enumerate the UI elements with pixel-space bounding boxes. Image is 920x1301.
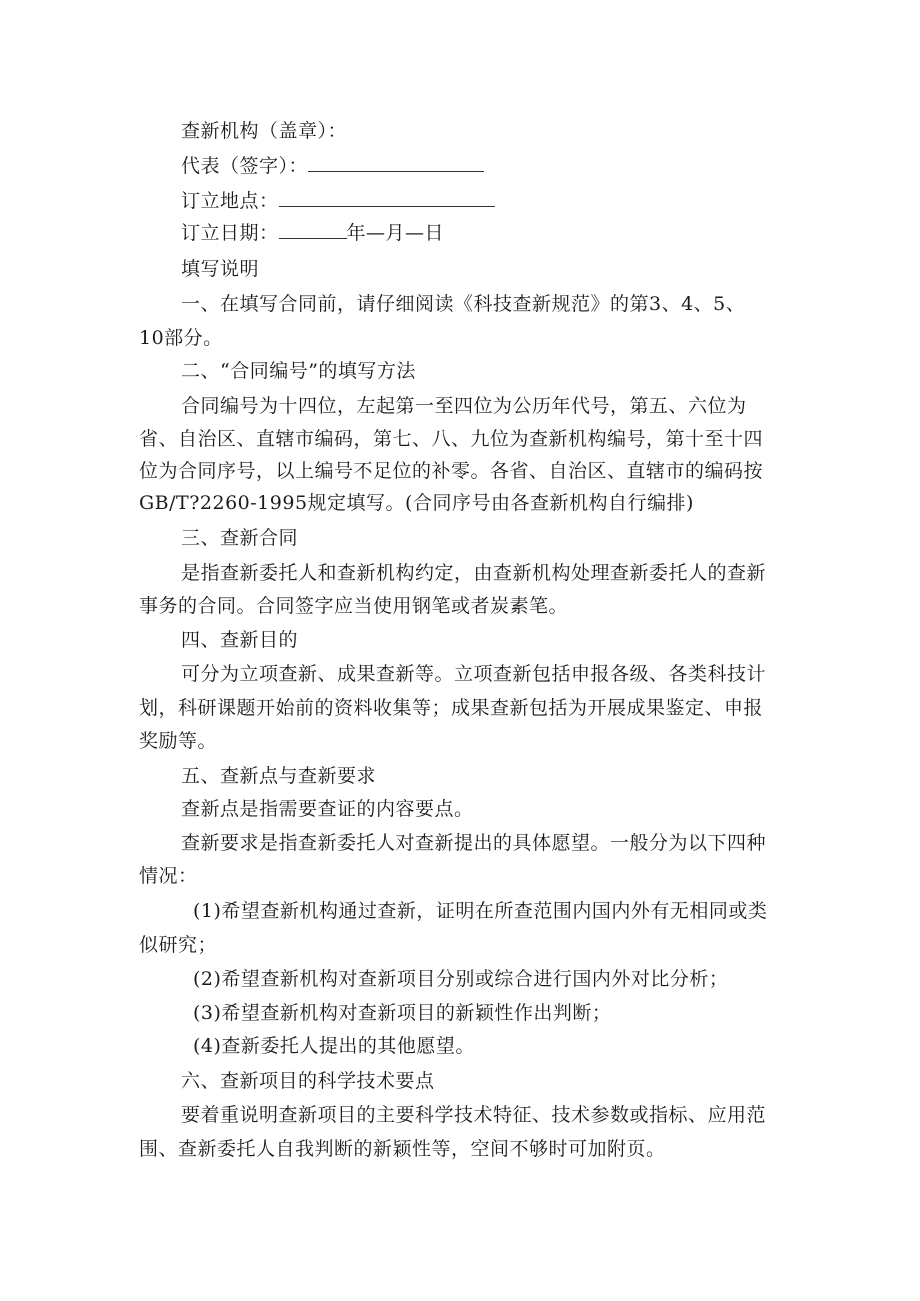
section-2-line-2: 省、自治区、直辖市编码，第七、八、九位为查新机构编号，第十至十四 [139,428,764,450]
section-5-line-2: 查新要求是指查新委托人对查新提出的具体愿望。一般分为以下四种 [181,832,767,854]
section-4-line-2: 划，科研课题开始前的资料收集等；成果查新包括为开展成果鉴定、申报 [139,697,764,719]
section-6-line-2: 围、查新委托人自我判断的新颖性等，空间不够时可加附页。 [139,1138,666,1160]
section-2-heading: 二、“合同编号”的填写方法 [181,360,416,382]
requirement-item-2: (2)希望查新机构对查新项目分别或综合进行国内外对比分析； [193,968,729,990]
place-blank[interactable] [279,188,495,207]
section-6-line-1: 要着重说明查新项目的主要科学技术特征、技术参数或指标、应用范 [181,1104,767,1126]
section-2-line-3: 位为合同序号，以上编号不足位的补零。各省、自治区、直辖市的编码按 [139,460,764,482]
rep-signature-row [181,153,484,179]
rep-signature-blank[interactable] [308,153,484,172]
section-5-line-3: 情况： [139,865,198,887]
date-label: 订立日期： [181,222,279,244]
section-1-line-1: 一、在填写合同前，请仔细阅读《科技查新规范》的第3、4、5、 [181,293,746,315]
section-2-line-1: 合同编号为十四位，左起第一至四位为公历年代号，第五、六位为 [181,395,747,417]
section-3-line-2: 事务的合同。合同签字应当使用钢笔或者炭素笔。 [139,595,569,617]
section-4-line-1: 可分为立项查新、成果查新等。立项查新包括申报各级、各类科技计 [181,663,767,685]
place-label: 订立地点： [181,190,279,212]
section-4-line-3: 奖励等。 [139,730,218,752]
section-3-line-1: 是指查新委托人和查新机构约定，由查新机构处理查新委托人的查新 [181,562,767,584]
requirement-item-3: (3)希望查新机构对查新项目的新颖性作出判断； [193,1002,612,1024]
section-1-line-2: 10部分。 [139,327,223,349]
section-3-heading: 三、查新合同 [181,527,299,549]
place-row [181,188,495,214]
section-4-heading: 四、查新目的 [181,629,299,651]
requirement-item-1a: (1)希望查新机构通过查新，证明在所查范围内国内外有无相同或类 [193,900,768,922]
requirement-item-4: (4)查新委托人提出的其他愿望。 [193,1035,475,1057]
section-5-heading: 五、查新点与查新要求 [181,765,377,787]
org-seal-label: 查新机构（盖章）： [181,120,348,142]
date-suffix: 年—月—日 [346,222,445,244]
instructions-title: 填写说明 [181,258,260,280]
date-year-blank[interactable] [279,220,347,239]
requirement-item-1b: 似研究； [139,934,218,956]
section-2-line-4: GB/T?2260-1995规定填写。(合同序号由各查新机构自行编排) [139,492,694,514]
section-6-heading: 六、查新项目的科学技术要点 [181,1070,435,1092]
rep-signature-label: 代表（签字）： [181,155,309,177]
section-5-line-1: 查新点是指需要查证的内容要点。 [181,798,474,820]
date-row [181,220,444,246]
